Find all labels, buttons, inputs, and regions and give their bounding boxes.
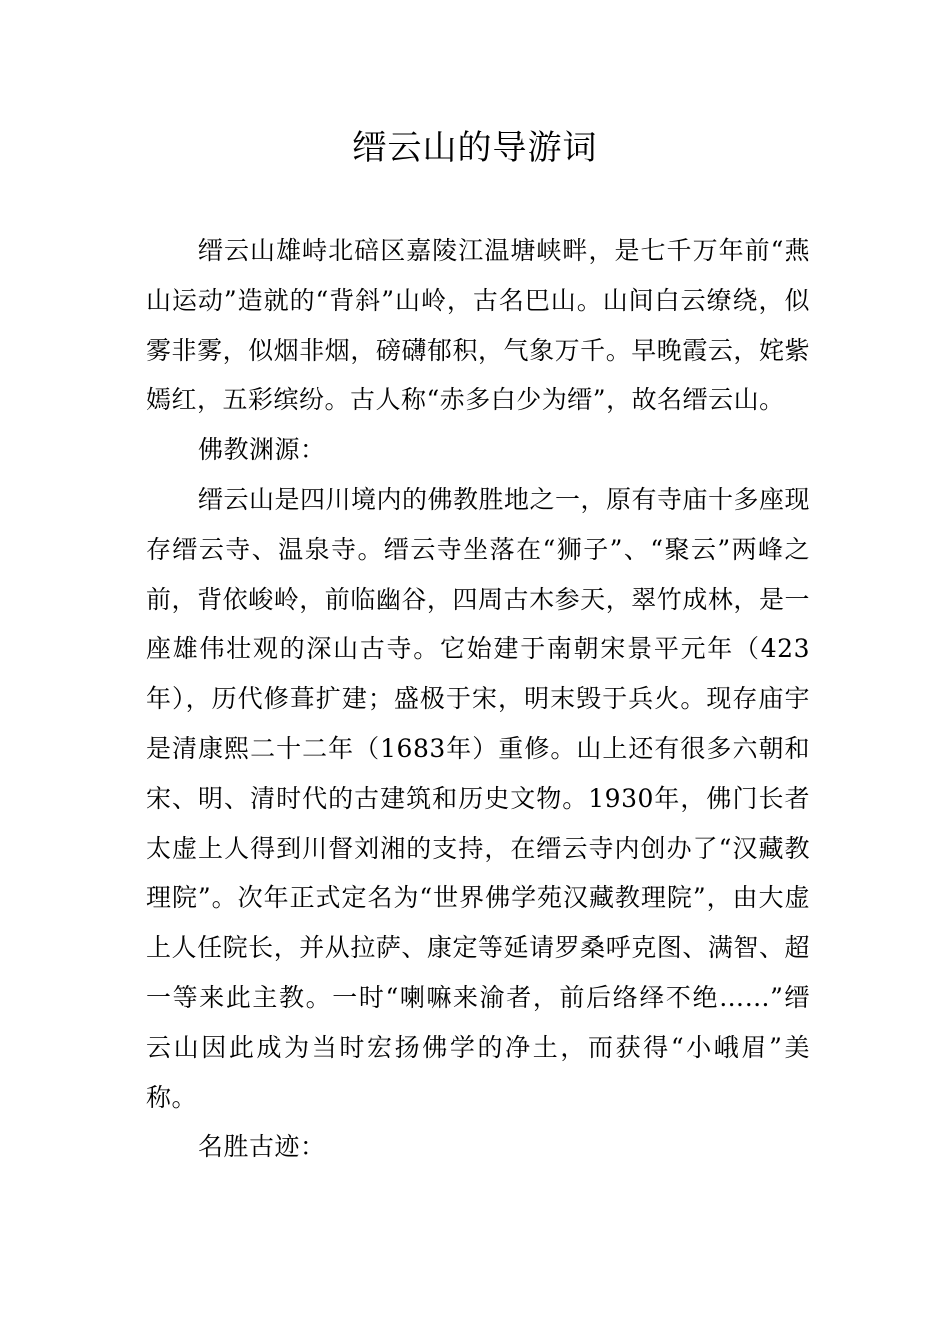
- intro-paragraph: 缙云山雄峙北碚区嘉陵江温塘峡畔，是七千万年前“燕山运动”造就的“背斜”山岭，古名巴山。山间白云缭绕，似雾非雾，似烟非烟，磅礴郁积，气象万千。早晚霞云，姹紫嫣红，五彩缤纷。古人称“赤多白少为缙”，故名缙云山。: [146, 236, 810, 415]
- document-title: 缙云山的导游词: [352, 128, 598, 168]
- document-body: [146, 226, 810, 1172]
- buddhism-paragraph: 缙云山是四川境内的佛教胜地之一，原有寺庙十多座现存缙云寺、温泉寺。缙云寺坐落在“狮子”、“聚云”两峰之前，背依峻岭，前临幽谷，四周古木参天，翠竹成林，是一座雄伟壮观的深山古寺。它始建于南朝宋景平元年（423年），历代修葺扩建；盛极于宋，明末毁于兵火。现存庙宇是清康熙二十二年（1683年）重修。山上还有很多六朝和宋、明、清时代的古建筑和历史文物。1930年，佛门长者太虚上人得到川督刘湘的支持，在缙云寺内创办了“汉藏教理院”。次年正式定名为“世界佛学苑汉藏教理院”，由大虚上人任院长，并从拉萨、康定等延请罗桑呼克图、满智、超一等来此主教。一时“喇嘛来渝者，前后络绎不绝……”缙云山因此成为当时宏扬佛学的净土，而获得“小峨眉”美称。: [146, 484, 811, 1112]
- section-heading-buddhism: 佛教渊源：: [198, 435, 326, 465]
- section-heading-sights: 名胜古迹：: [198, 1132, 326, 1162]
